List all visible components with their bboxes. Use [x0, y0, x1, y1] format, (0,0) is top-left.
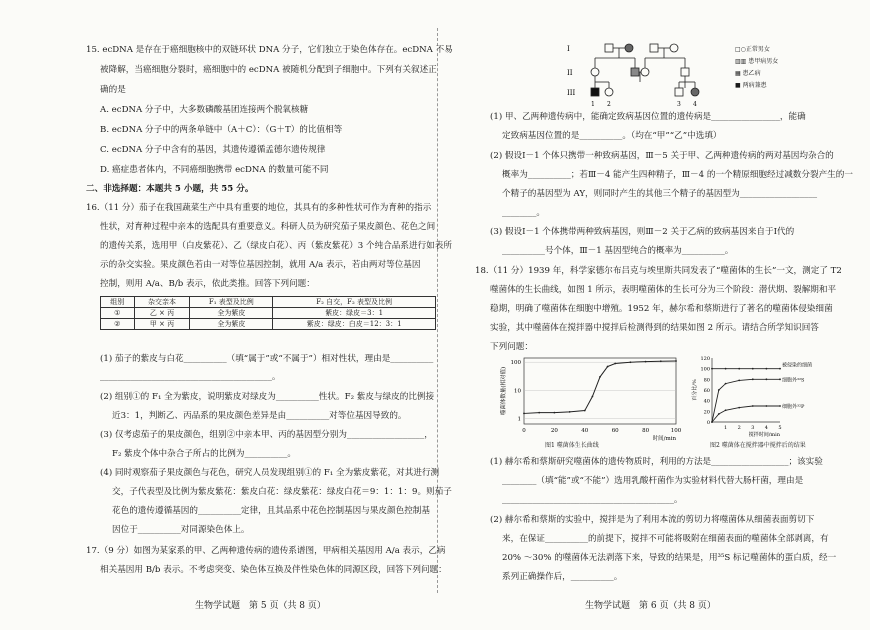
q15-option-c: C. ecDNA 分子中含有的基因，其遗传遵循孟德尔遗传规律 — [100, 145, 326, 155]
q17-line: 17.（9 分）如图为某家系的甲、乙两种遗传病的遗传系谱图，甲病相关基因用 A/a 表示，乙病 — [86, 546, 446, 556]
fig2-point — [766, 368, 768, 370]
fig1-point — [614, 363, 616, 365]
fig1-ylabel: 噬菌体数量(相对值) — [501, 366, 507, 416]
fig2-ytick: 0 — [706, 420, 710, 426]
fig2-point — [738, 407, 740, 409]
fig2-series-line — [712, 406, 780, 422]
q18-part: 来，在保证__________的前提下，搅拌不可能将吸附在细菌表面的噬菌体全部剥离，有 — [502, 534, 829, 544]
fig2-point — [725, 409, 727, 411]
q16-line: 的遗传关系，选用甲（白皮紫花）、乙（绿皮白花）、丙（紫皮紫花）3 个纯合品系进行如表所 — [100, 241, 452, 251]
q16-part: (3) 仅考虑茄子的果皮颜色，组别②中亲本甲、丙的基因型分别为__________________， — [100, 430, 433, 440]
fig2-xtick: 3 — [751, 425, 755, 431]
q18-part: (1) 赫尔希和蔡斯研究噬菌体的遗传物质时，利用的方法是__________________；该实验 — [490, 457, 823, 467]
ind-num: 2 — [607, 101, 611, 108]
fig1-series-line — [524, 361, 676, 413]
fig2-ytick: 100 — [700, 366, 710, 373]
page-divider — [437, 28, 438, 593]
fig2-point — [738, 380, 740, 382]
ind-num: 4 — [693, 101, 697, 108]
q15-line: 15. ecDNA 是存在于癌细胞核中的双链环状 DNA 分子，它们独立于染色体存在。ecDNA 不易 — [86, 45, 453, 55]
fig1-point — [554, 412, 556, 414]
fig1-point — [584, 410, 586, 412]
q16-part: 近3：1，判断乙、丙品系的果皮颜色差异是由__________对等位基因导致的。 — [112, 411, 407, 421]
section-heading: 二、非选择题：本题共 5 小题，共 55 分。 — [86, 184, 254, 194]
pedigree-female-affected — [691, 88, 699, 96]
fig2-point — [752, 368, 754, 370]
q17-part: (1) 甲、乙两种遗传病中，能确定致病基因位置的遗传病是________________，能确 — [490, 112, 806, 122]
pedigree-male — [675, 88, 683, 96]
q16-line: 控制，则用 A/a、B/b 表示，依此类推。回答下列问题： — [100, 279, 315, 289]
pedigree-male — [605, 44, 613, 52]
gen-label: I — [567, 45, 570, 53]
q16-line: 性状，对育种过程中亲本的选配具有重要意义。科研人员为研究茄子果皮颜色、花色之间 — [100, 222, 436, 232]
table-header: 杂交亲本 — [134, 297, 190, 308]
pedigree-legend: ▦ 患乙病 — [735, 70, 761, 77]
fig1-xlabel: 时间/min — [652, 436, 676, 442]
fig2-point — [711, 421, 713, 423]
fig1-caption: 图1 噬菌体生长曲线 — [545, 442, 599, 449]
q17-part: 概率为__________；若Ⅲ－4 能产生四种精子，Ⅲ－4 的一个精原细胞经过减数分裂产生的一 — [502, 170, 853, 180]
q15-line: 被降解，当癌细胞分裂时，癌细胞中的 ecDNA 被随机分配到子细胞中。下列有关叙述正 — [100, 65, 437, 75]
q18-part: 20% ～30% 的噬菌体无法剥落下来，导致的结果是，用³⁵S 标记噬菌体的蛋白质，经一 — [502, 553, 837, 563]
fig2-point — [711, 368, 713, 370]
fig2-point — [766, 378, 768, 380]
table-cell: 全为紫皮 — [190, 308, 273, 319]
fig2-point — [718, 413, 720, 415]
pedigree-male — [681, 68, 689, 76]
fig1-xtick: 80 — [642, 428, 650, 434]
pedigree-female — [605, 88, 613, 96]
fig2-series-label: 被侵染的细菌 — [782, 362, 813, 369]
pedigree-legend: ■ 两病兼患 — [735, 82, 767, 89]
q17-part: 定致病基因位置的是__________。（均在“甲”“乙”中选填） — [502, 131, 722, 141]
fig1-point — [569, 411, 571, 413]
fig1-xtick: 0 — [522, 428, 526, 434]
fig1-ytick: 1 — [517, 416, 521, 423]
fig2-point — [752, 405, 754, 407]
fig1-point — [592, 396, 594, 398]
fig2-xtick: 2 — [737, 425, 741, 431]
fig2-ytick: 80 — [703, 377, 710, 384]
fig2-series-label: 细胞外³²S — [782, 377, 805, 384]
table-cell: ② — [101, 319, 135, 330]
q16-line: 示的杂交实验。果皮颜色若由一对等位基因控制，就用 A/a 表示，若由两对等位基因 — [100, 260, 421, 270]
table-header: F₂ 自交，F₂ 表型及比例 — [273, 297, 436, 308]
table-cell: 乙 × 丙 — [134, 308, 190, 319]
q18-line: 稳期，明确了噬菌体在细胞中增殖。1952 年，赫尔希和蔡斯进行了著名的噬菌体侵染细菌 — [490, 304, 833, 314]
q16-part: ________________________________________。 — [100, 372, 281, 382]
q16-line: 16.（11 分）茄子在我国蔬菜生产中具有重要的地位，其具有的多种性状可作为育种的指示 — [86, 203, 432, 213]
q17-part: (3) 假设Ⅰ－1 个体携带两种致病基因，则Ⅲ－2 关于乙病的致病基因来自于Ⅰ代的 — [490, 227, 795, 237]
pedigree-chart — [565, 40, 725, 108]
fig1-point — [538, 412, 540, 414]
fig2-point — [725, 368, 727, 370]
fig1-xtick: 60 — [611, 428, 619, 434]
pedigree-female-affected — [625, 44, 633, 52]
fig2-point — [779, 405, 781, 407]
fig1-ytick: 10 — [514, 388, 521, 395]
pedigree-legend: □○正常男女 — [735, 46, 770, 53]
q15-option-a: A. ecDNA 分子中，大多数磷酸基团连接两个脱氧核糖 — [100, 105, 309, 115]
table-cell: 甲 × 丙 — [134, 319, 190, 330]
fig2-series-line — [712, 379, 780, 422]
q17-part: 个精子的基因型为 AY，则同时产生的其他三个精子的基因型为__________________ — [502, 189, 818, 199]
pedigree-female — [670, 44, 678, 52]
q18-line: 18.（11 分）1939 年，科学家德尔布吕克与埃里斯共同发表了“噬菌体的生长”一文，测定了 T2 — [475, 266, 842, 276]
table-cell: 紫皮：绿皮＝3：1 — [273, 308, 436, 319]
q18-part: (2) 赫尔希和蔡斯的实验中，搅拌是为了利用本流的剪切力将噬菌体从细菌表面剪切下 — [490, 515, 815, 525]
fig2-ytick: 20 — [703, 409, 710, 416]
table-cell: 紫皮：绿皮：白皮＝12：3：1 — [273, 319, 436, 330]
q17-part: ________。 — [502, 208, 545, 218]
fig1-point — [645, 361, 647, 363]
fig2-point — [752, 378, 754, 380]
q17-line: 相关基因用 B/b 表示。不考虑突变、染色体互换及伴性染色体的同源区段，回答下列问题： — [100, 565, 447, 575]
pedigree-male-both — [591, 88, 599, 96]
q16-part: 因位于__________对同源染色体上。 — [112, 525, 250, 535]
fig2-point — [766, 405, 768, 407]
fig1-point — [607, 366, 609, 368]
fig1-frame — [524, 358, 676, 424]
fig1-point — [675, 360, 677, 362]
q16-part: 花色的遗传遵循基因的__________定律，且其品系中花色控制基因与果皮颜色控制基 — [112, 506, 430, 516]
cross-table — [100, 296, 436, 330]
fig1-point — [660, 360, 662, 362]
fig2-ytick: 40 — [703, 398, 710, 405]
fig1-xtick: 20 — [550, 428, 558, 434]
fig2-xtick: 4 — [764, 425, 768, 431]
fig2-stir-results — [690, 352, 840, 452]
q15-option-d: D. 癌症患者体内，不同癌细胞携带 ecDNA 的数量可能不同 — [100, 165, 329, 175]
fig1-point — [523, 413, 525, 415]
pedigree-male — [650, 44, 658, 52]
fig2-xtick: 1 — [724, 425, 728, 431]
fig2-point — [779, 378, 781, 380]
fig2-caption: 图2 噬菌体在搅拌器中搅拌后的结果 — [710, 442, 806, 449]
q16-part: F₂ 紫皮个体中杂合子所占的比例为__________。 — [112, 449, 297, 459]
fig1-ytick: 100 — [510, 360, 521, 367]
pedigree-legend: ▥▥ 患甲病男女 — [735, 58, 779, 65]
q18-part: ________（填“能”或“不能”）选用乳酸杆菌作为实验材料代替大肠杆菌，理由是 — [502, 476, 804, 486]
fig1-point — [630, 361, 632, 363]
ind-num: 3 — [677, 101, 681, 108]
table-cell: ① — [101, 308, 135, 319]
q18-line: 实验，其中噬菌体在搅拌器中搅拌后检测得到的结果如图 2 所示。请结合所学知识回答 — [490, 323, 819, 333]
q16-part: (1) 茄子的紫皮与白花__________（填“属于”或“不属于”）相对性状，理由是__________ — [100, 354, 434, 364]
page-footer: 生物学试题 第 6 页（共 8 页） — [585, 601, 716, 611]
q16-part: 交，子代表型及比例为紫皮紫花：紫皮白花：绿皮紫花：绿皮白花＝9：1：1：9。则茄子 — [112, 487, 452, 497]
fig1-xtick: 100 — [670, 428, 682, 434]
fig2-ylabel: 百分比/% — [692, 379, 698, 401]
q16-part: (2) 组别①的 F₁ 全为紫皮，说明紫皮对绿皮为__________性状。F₂ 紫皮与绿皮的比例接 — [100, 392, 435, 402]
fig1-point — [599, 376, 601, 378]
table-header: 组别 — [101, 297, 135, 308]
fig2-point — [725, 383, 727, 385]
pedigree-male-affected — [631, 68, 639, 76]
fig1-growth-curve — [498, 352, 688, 452]
table-row — [101, 319, 436, 330]
q18-line: 下列问题： — [490, 342, 533, 352]
fig2-xlabel: 搅拌时间/min — [748, 432, 780, 438]
q15-option-b: B. ecDNA 分子中的两条单链中（A＋C）：（G＋T）的比值相等 — [100, 125, 343, 135]
table-header: F₁ 表型及比例 — [190, 297, 273, 308]
fig2-series-label: 细胞外³²P — [782, 404, 805, 410]
fig2-xtick: 5 — [778, 425, 782, 431]
q18-line: 噬菌体的生长曲线，如图 1 所示，表明噬菌体的生长可分为三个阶段：潜伏期、裂解期和平 — [490, 285, 837, 295]
table-cell: 全为紫皮 — [190, 319, 273, 330]
fig2-point — [718, 389, 720, 391]
fig1-xtick: 40 — [581, 428, 589, 434]
fig2-point — [738, 368, 740, 370]
gen-label: II — [567, 69, 573, 77]
q18-part: ________________________________________。 — [502, 495, 683, 505]
pedigree-female — [591, 68, 599, 76]
q16-part: (4) 同时观察茄子果皮颜色与花色，研究人员发现组别①的 F₁ 全为紫皮紫花，对其进行测 — [100, 468, 440, 478]
gen-label: III — [567, 89, 576, 97]
q18-part: 系列正确操作后，__________。 — [502, 572, 623, 582]
q15-line: 确的是 — [100, 85, 126, 95]
pedigree-female — [641, 68, 649, 76]
page-footer: 生物学试题 第 5 页（共 8 页） — [195, 601, 326, 611]
table-header-row — [101, 297, 436, 308]
q17-part: __________号个体，Ⅲ－1 基因型纯合的概率为__________。 — [502, 246, 734, 256]
table-row — [101, 308, 436, 319]
q17-part: (2) 假设Ⅰ－1 个体只携带一种致病基因，Ⅲ－5 关于甲、乙两种遗传病的两对基因均杂合的 — [490, 151, 834, 161]
fig2-ytick: 120 — [700, 356, 710, 362]
fig2-ytick: 60 — [703, 388, 710, 394]
fig2-point — [779, 368, 781, 370]
ind-num: 1 — [591, 101, 595, 108]
